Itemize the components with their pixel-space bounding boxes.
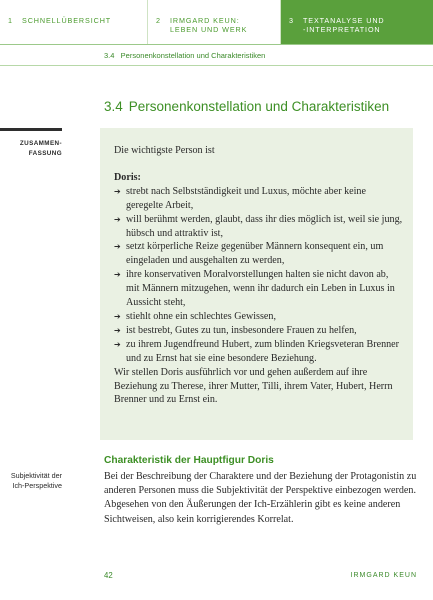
page-number: 42 [104,571,113,580]
section-number: 3.4 [104,99,123,114]
list-item [114,185,403,213]
tab-schnelluebersicht[interactable] [0,0,148,44]
list-item [114,324,403,338]
summary-intro: Die wichtigste Person ist [114,145,215,156]
breadcrumb: 3.4 Personenkonstellation und Charakteristiken [104,51,266,60]
arrow-right-icon: ➔ [114,311,121,321]
summary-box [100,128,413,440]
tab-number: 1 [8,16,13,25]
sidebar-label: ZUSAMMEN- FASSUNG [19,140,62,157]
trait-text: stiehlt ohne ein schlechtes Gewissen, [126,310,276,322]
trait-text: strebt nach Selbstständigkeit und Luxus, möchte aber keine geregelte Arbeit, [126,185,366,211]
sidebar-summary-marker [0,128,62,158]
arrow-right-icon: ➔ [114,242,121,252]
section-title [104,99,389,114]
list-item [114,338,403,366]
subsection-title: Charakteristik der Hauptfigur Doris [104,455,274,466]
list-item [114,213,403,241]
arrow-right-icon: ➔ [114,270,121,280]
trait-text: ihre konservativen Moralvorstellungen halten sie nicht davon ab, mit Männern mitzugehen, wenn ihr dadurch ein Leben in Luxus in Aussicht steht, [126,269,395,309]
tab-label: IRMGARD KEUN: LEBEN UND WERK [170,16,248,34]
character-name: Doris: [114,171,141,183]
trait-text: zu ihrem Jugendfreund Hubert, zum blinden Kriegsveteran Brenner und zu Ernst hat sie eine besondere Beziehung. [126,338,399,364]
subsection-body: Bei der Beschreibung der Charaktere und der Beziehung der Protagonistin zu anderen Personen muss die Subjektivität der Perspektive einbezogen werden. Abgesehen von den Äußerungen der Ich-Erzählerin gibt es keine anderen Sichtweisen, also kein korrigierendes Korrelat. [104,471,417,525]
trait-text: will berühmt werden, glaubt, dass ihr dies möglich ist, weil sie jung, hübsch und attraktiv ist, [126,213,403,239]
tab-textanalyse[interactable] [281,0,433,44]
arrow-right-icon: ➔ [114,339,121,349]
tab-leben-und-werk[interactable] [148,0,281,44]
arrow-right-icon: ➔ [114,214,121,224]
tab-number: 3 [289,16,294,25]
trait-text: ist bestrebt, Gutes zu tun, insbesondere Frauen zu helfen, [126,324,357,336]
chapter-nav [0,0,433,44]
list-item [114,240,403,268]
nav-divider [0,44,433,45]
running-footer: IRMGARD KEUN [350,572,417,579]
tab-label: SCHNELLÜBERSICHT [22,16,112,25]
arrow-right-icon: ➔ [114,325,121,335]
arrow-right-icon: ➔ [114,186,121,196]
list-item [114,268,403,310]
section-title-text: Personenkonstellation und Charakteristiken [128,99,390,114]
list-item [114,310,403,324]
tab-label: TEXTANALYSE UND -INTERPRETATION [303,16,385,34]
trait-list [114,185,403,366]
breadcrumb-divider [0,65,433,66]
summary-closing: Wir stellen Doris ausführlich vor und gehen außerdem auf ihre Beziehung zu Therese, ihrer Mutter, Tilli, ihrem Vater, Hubert, Herrn Brenner und zu Ernst ein. [114,366,393,406]
tab-number: 2 [156,16,161,25]
margin-note: Subjektivität der Ich-Perspektive [10,471,62,490]
trait-text: setzt körperliche Reize gegenüber Männern konsequent ein, um eingeladen und ausgehalten zu werden, [126,241,384,267]
sidebar-rule [0,128,62,131]
